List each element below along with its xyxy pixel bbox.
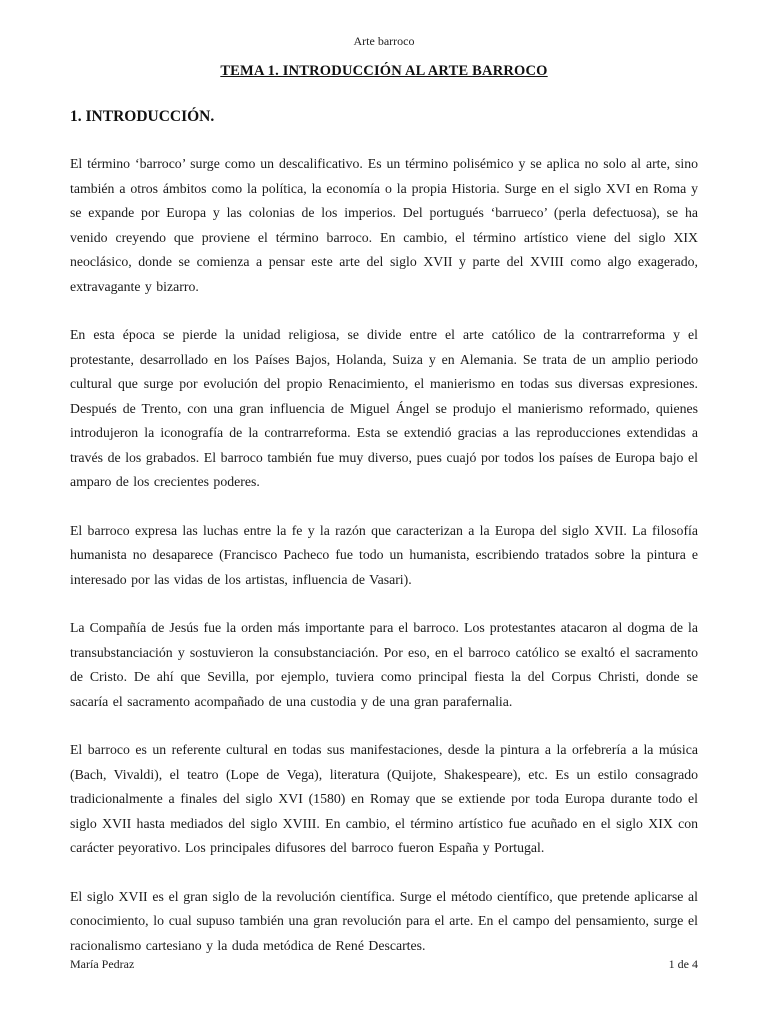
paragraph: El siglo XVII es el gran siglo de la revolución científica. Surge el método científico, que pretende aplicarse al conocimiento, lo cual supuso también una gran revolución para el arte. En el campo del pensamiento, surge el racionalismo cartesiano y la duda metódica de René Descartes.: [70, 888, 698, 953]
paragraph: El barroco es un referente cultural en todas sus manifestaciones, desde la pintura a la orfebrería a la música (Bach, Vivaldi), el teatro (Lope de Vega), literatura (Quijote, Shakespeare), etc. Es un estilo consagrado tradicionalmente a finales del siglo XVI (1580) en Romay que se extiende por toda Europa durante todo el siglo XVII hasta mediados del siglo XVIII. En cambio, el término artístico fue acuñado en el siglo XIX con carácter peyorativo. Los principales difusores del barroco fueron España y Portugal.: [70, 742, 698, 855]
section-heading: 1. INTRODUCCIÓN.: [70, 108, 215, 125]
paragraph: La Compañía de Jesús fue la orden más importante para el barroco. Los protestantes atacaron al dogma de la transubstanciación y sostuvieron la consubstanciación. Por eso, en el barroco católico se exaltó el sacramento de Cristo. De ahí que Sevilla, por ejemplo, tuviera como principal fiesta la del Corpus Christi, donde se sacaría el sacramento acompañado de una custodia y de una gran parafernalia.: [70, 620, 698, 709]
page-footer: [70, 957, 698, 972]
paragraph: El término ‘barroco’ surge como un descalificativo. Es un término polisémico y se aplica no solo al arte, sino también a otros ámbitos como la política, la economía o la propia Historia. Surge en el siglo XVI en Roma y se expande por Europa y las colonias de los imperios. Del portugués ‘barrueco’ (perla defectuosa), se ha venido creyendo que proviene el término barroco. En cambio, el término artístico viene del siglo XIX neoclásico, donde se comienza a pensar este arte del siglo XVII y parte del XVIII como algo exagerado, extravagante y bizarro.: [70, 156, 698, 294]
paragraph: El barroco expresa las luchas entre la fe y la razón que caracterizan a la Europa del siglo XVII. La filosofía humanista no desaparece (Francisco Pacheco fue todo un humanista, escribiendo tratados sobre la pintura e interesado por las vidas de los artistas, influencia de Vasari).: [70, 522, 698, 587]
footer-author: María Pedraz: [70, 957, 135, 971]
page-title: TEMA 1. INTRODUCCIÓN AL ARTE BARROCO: [220, 63, 548, 79]
paragraph: En esta época se pierde la unidad religiosa, se divide entre el arte católico de la contrarreforma y el protestante, desarrollado en los Países Bajos, Holanda, Suiza y en Alemania. Se trata de un amplio periodo cultural que surge por evolución del propio Renacimiento, el manierismo en todas sus diversas expresiones. Después de Trento, con una gran influencia de Miguel Ángel se produjo el manierismo reformado, quienes introdujeron la iconografía de la contrarreforma. Esta se extendió gracias a las reproducciones extendidas a través de los grabados. El barroco también fue muy diverso, pues cuajó por todos los países de Europa bajo el amparo de los crecientes poderes.: [70, 327, 698, 489]
document-body: [70, 152, 698, 958]
running-header: Arte barroco: [353, 34, 415, 48]
footer-page-number: 1 de 4: [668, 957, 698, 971]
